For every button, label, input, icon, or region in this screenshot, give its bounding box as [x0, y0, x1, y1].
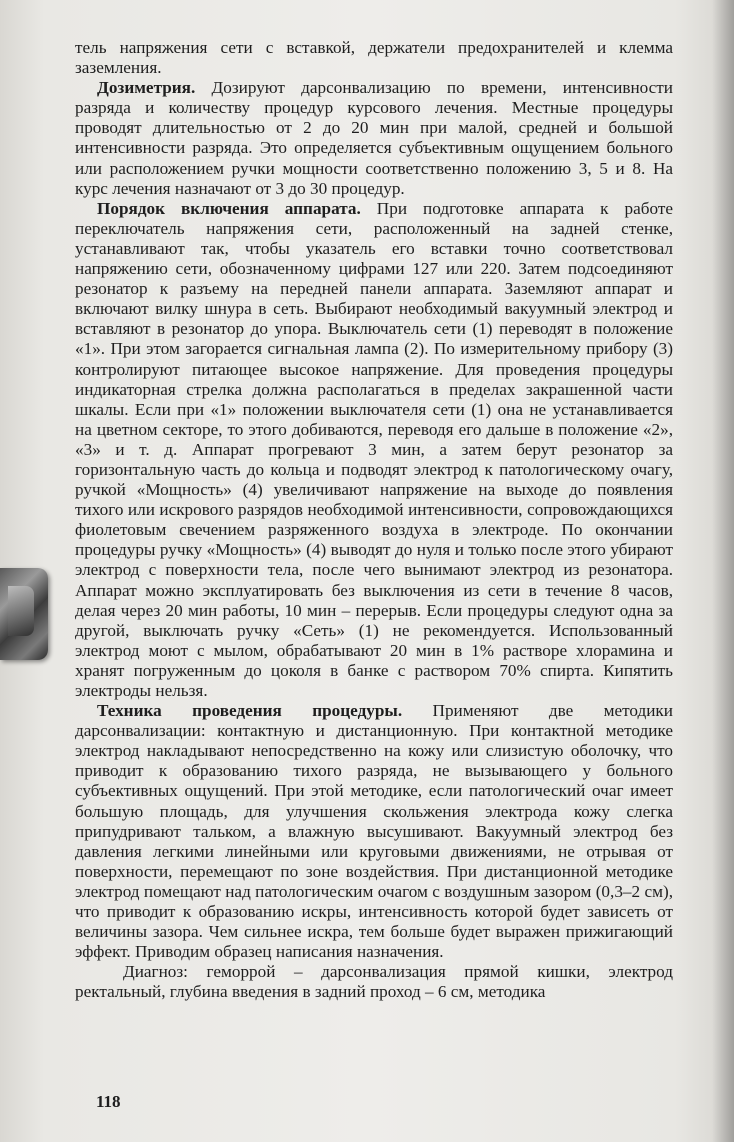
paragraph-heading: Дозиметрия.	[97, 78, 196, 98]
paragraph-continuation	[75, 38, 673, 78]
page-number: 118	[96, 1092, 121, 1111]
paragraph-procedure-technique	[75, 701, 673, 962]
paragraph-heading: Техника проведения процедуры.	[97, 701, 403, 721]
paragraph-text: Применяют две методики дарсонвализации: контактную и дистанционную. При контактной методике электрод накладывают непосредственно на кожу или слизистую оболочку, что приводит к образованию тихого разряда, не вызывающего у больного субъективных ощущений. При этой методике, если патологический очаг имеет большую площадь, для улучшения скольжения электрода кожу слегка припудривают тальком, а влажную высушивают. Вакуумный электрод без давления легкими линейными или круговыми движениями, не отрывая от поверхности, перемещают по зоне воздействия. При дистанционной методике электрод помещают над патологическим очагом с воздушным зазором (0,3–2 см), что приводит к образованию искры, интенсивность которой будет зависеть от величины зазора. Чем сильнее искра, тем больше будет выражен прижигающий эффект. Приводим образец написания назначения.	[75, 701, 673, 962]
paragraph-heading: Порядок включения аппарата.	[97, 198, 361, 218]
paragraph-diagnosis	[75, 962, 673, 1002]
page-edge-shadow	[712, 0, 734, 1142]
paragraph-device-startup	[75, 199, 673, 701]
paragraph-text: Диагноз: геморрой – дарсонвализация прямой кишки, электрод ректальный, глубина введения в задний проход – 6 см, методика	[75, 962, 673, 1002]
page-body-text	[75, 38, 673, 1003]
paragraph-text: тель напряжения сети с вставкой, держатели предохранителей и клемма заземления.	[75, 38, 673, 78]
paragraph-text: При подготовке аппарата к работе переключатель напряжения сети, расположенный на задней стенке, устанавливают так, чтобы указатель его вставки точно соответствовал напряжению сети, обозначенному цифрами 127 или 220. Затем подсоединяют резонатор к разъему на передней панели аппарата. Заземляют аппарат и включают вилку шнура в сеть. Выбирают необходимый вакуумный электрод и вставляют в резонатор до упора. Выключатель сети (1) переводят в положение «1». При этом загорается сигнальная лампа (2). По измерительному прибору (3) контролируют питающее высокое напряжение. Для проведения процедуры индикаторная стрелка должна располагаться в пределах закрашенной части шкалы. Если при «1» положении выключателя сети (1) она не устанавливается на цветном секторе, то этого добиваются, переводя его дальше в положение «2», «3» и т. д. Аппарат прогревают 3 мин, а затем берут резонатор за горизонтальную часть до кольца и подводят электрод к патологическому очагу, ручкой «Мощность» (4) увеличивают напряжение на выходе до появления тихого или искрового разрядов необходимой интенсивности, сопровождающихся фиолетовым свечением разряженного воздуха в электроде. По окончании процедуры ручку «Мощность» (4) выводят до нуля и только после этого убирают электрод с поверхности тела, после чего вынимают электрод из резонатора. Аппарат можно эксплуатировать без выключения из сети в течение 8 часов, делая через 20 мин работы, 10 мин – перерыв. Если процедуры следуют одна за другой, выключать ручку «Сеть» (1) не рекомендуется. Использованный электрод моют с мылом, обрабатывают 20 мин в 1% растворе хлорамина и хранят погруженным до цоколя в банке с раствором 70% спирта. Кипятить электроды нельзя.	[75, 198, 674, 700]
binder-clip	[0, 568, 48, 660]
paragraph-dosimetry	[75, 78, 673, 199]
paragraph-text: Дозируют дарсонвализацию по времени, интенсивности разряда и количеству процедур курсового лечения. Местные процедуры проводят длительностью от 2 до 20 мин при малой, средней и большой интенсивности разряда. Это определяется субъективным ощущением больного или расположением ручки мощности соответственно положению 3, 5 и 8. На курс лечения назначают от 3 до 30 процедур.	[75, 78, 673, 198]
